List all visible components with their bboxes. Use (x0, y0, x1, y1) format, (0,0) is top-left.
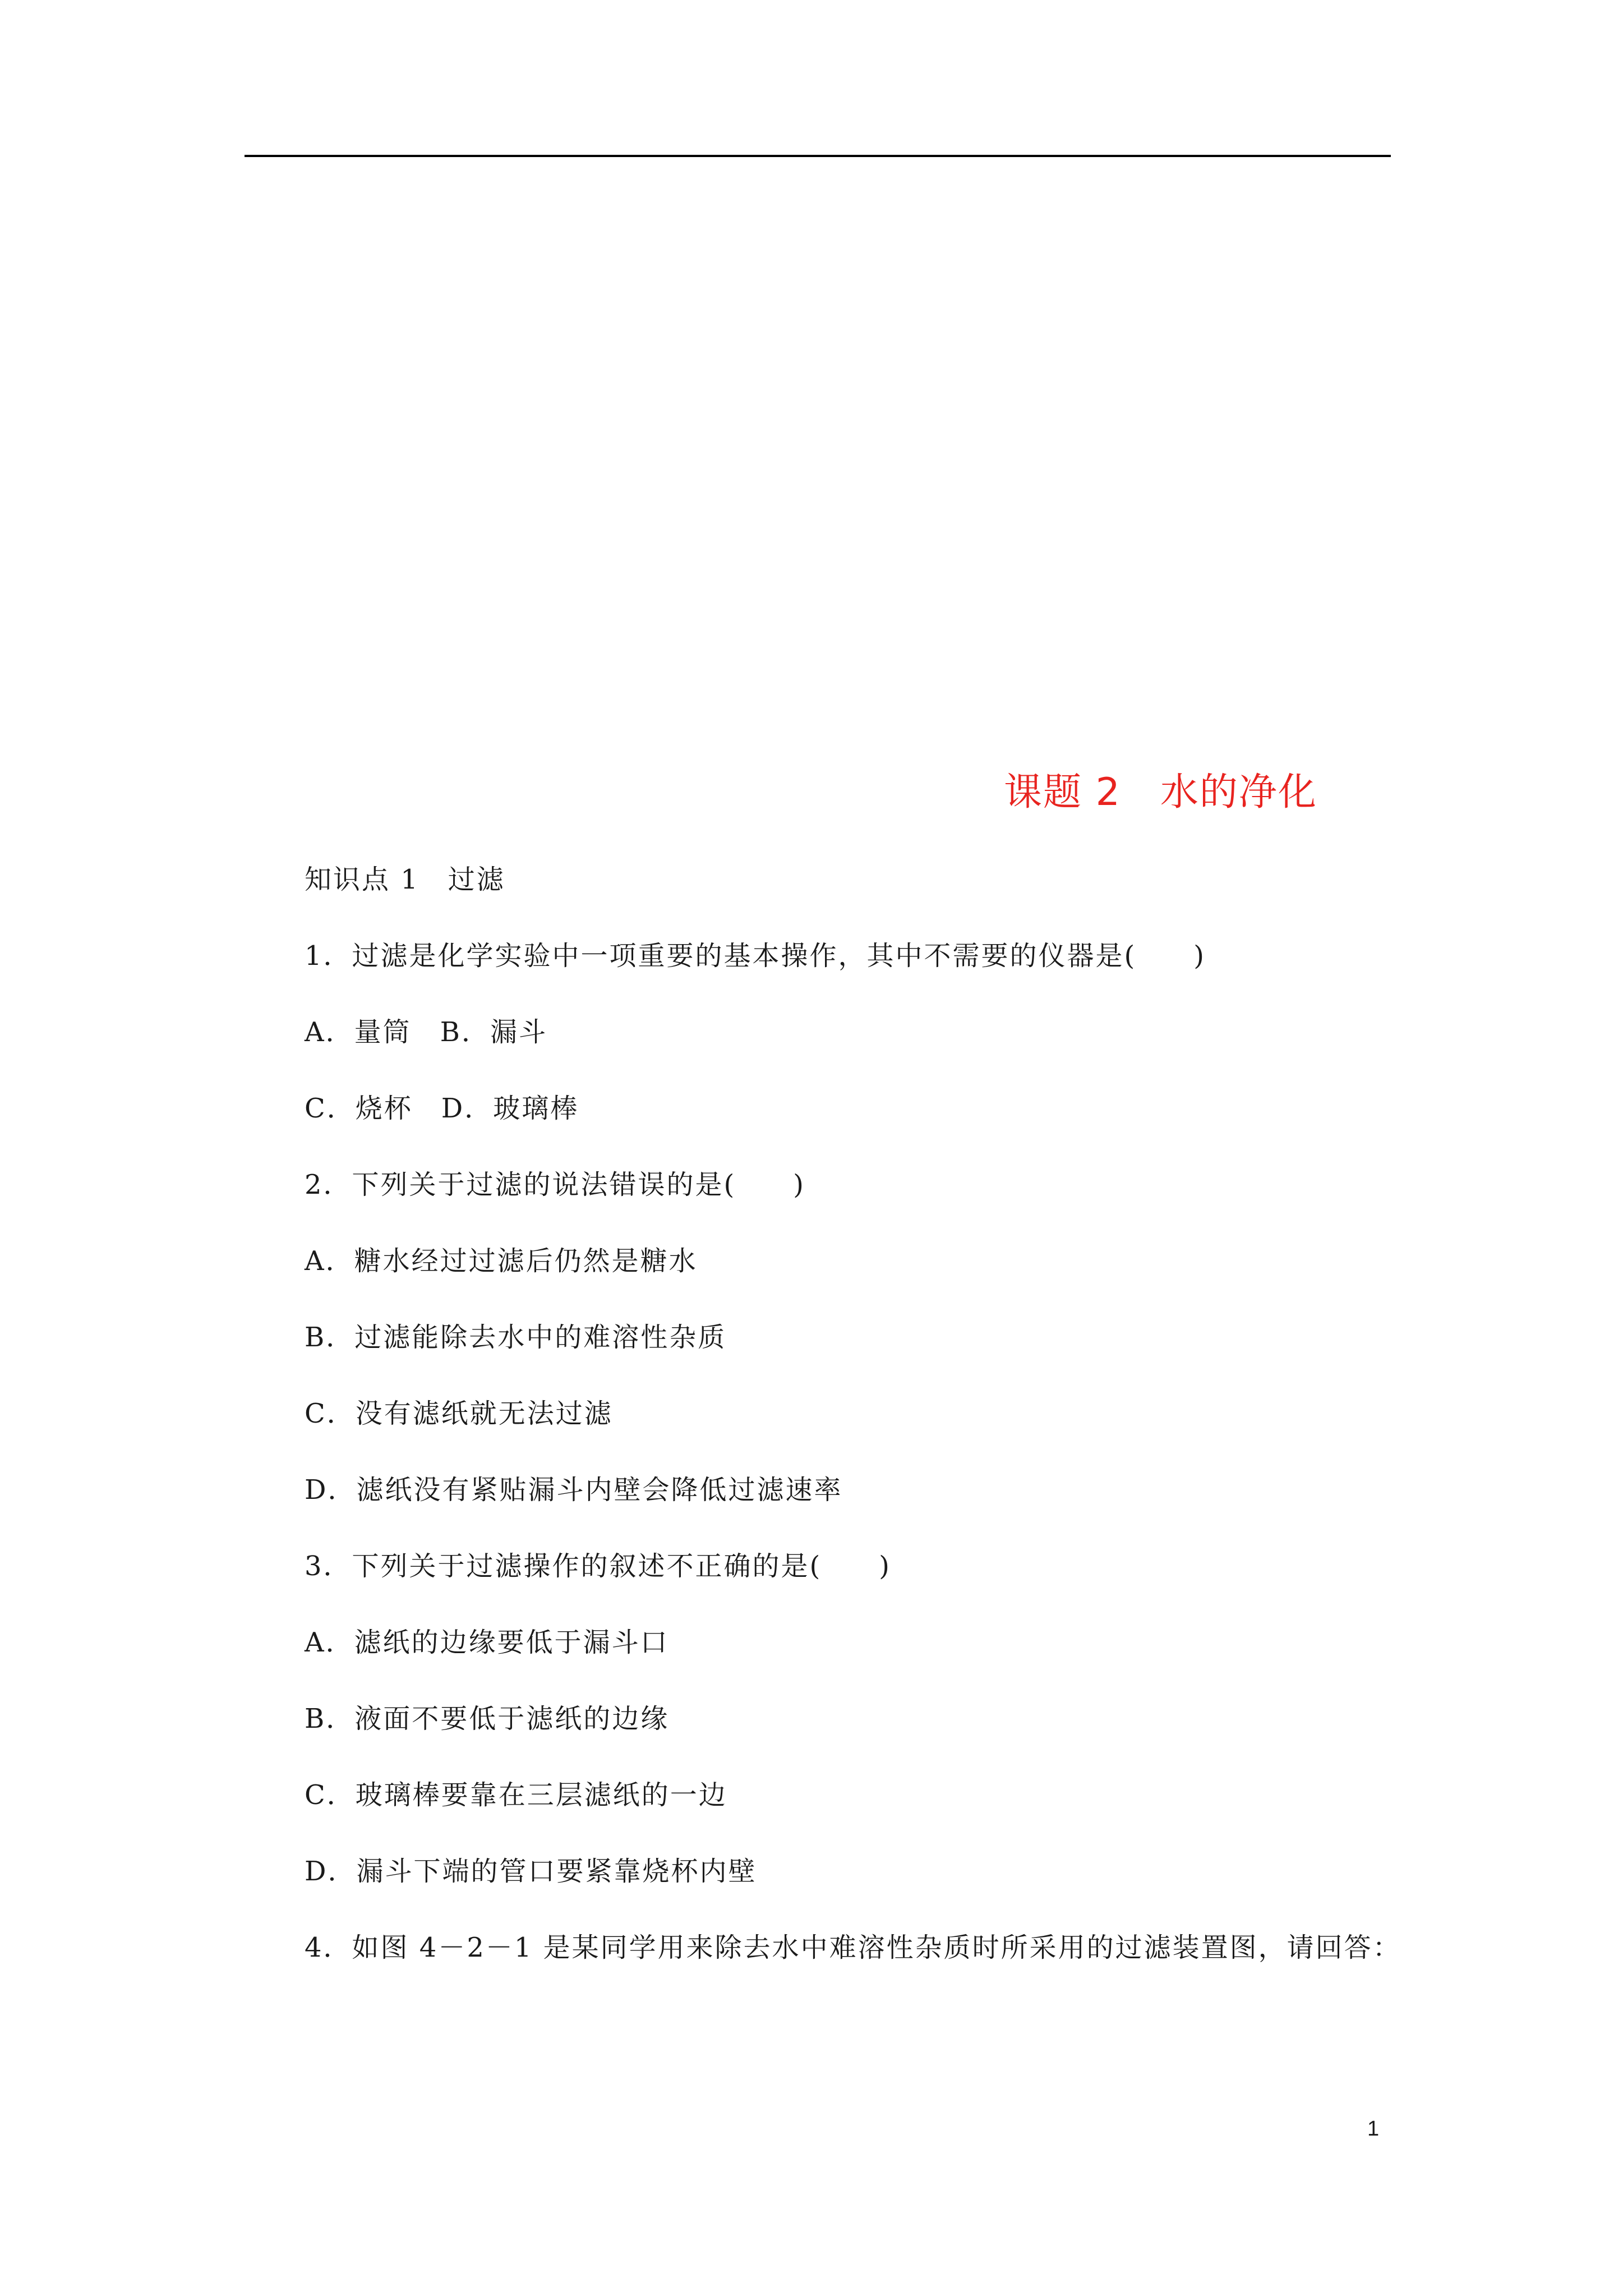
document-title: 课题 2 水的净化 (1004, 770, 1317, 815)
question-3-option-a: A．滤纸的边缘要低于漏斗口 (305, 1627, 669, 1658)
page-number: 1 (1367, 2117, 1380, 2141)
question-1-option-ab: A．量筒 B．漏斗 (305, 1016, 547, 1048)
question-3-option-c: C．玻璃棒要靠在三层滤纸的一边 (305, 1779, 727, 1811)
question-1-option-cd: C．烧杯 D．玻璃棒 (305, 1093, 579, 1124)
question-3-option-b: B．液面不要低于滤纸的边缘 (305, 1703, 670, 1734)
question-3-stem: 3．下列关于过滤操作的叙述不正确的是( ) (305, 1550, 891, 1582)
question-2-option-c: C．没有滤纸就无法过滤 (305, 1398, 613, 1429)
section-heading: 知识点 1 过滤 (305, 864, 505, 895)
question-3-option-d: D．漏斗下端的管口要紧靠烧杯内壁 (305, 1856, 757, 1887)
document-body (305, 861, 1404, 2005)
question-2-option-b: B．过滤能除去水中的难溶性杂质 (305, 1322, 727, 1353)
question-2-option-d: D．滤纸没有紧贴漏斗内壁会降低过滤速率 (305, 1474, 843, 1506)
question-1-stem: 1．过滤是化学实验中一项重要的基本操作，其中不需要的仪器是( ) (305, 940, 1206, 972)
question-4-stem: 4．如图 4－2－1 是某同学用来除去水中难溶性杂质时所采用的过滤装置图，请回答： (305, 1932, 1401, 1963)
question-2-stem: 2．下列关于过滤的说法错误的是( ) (305, 1169, 805, 1200)
header-rule (245, 155, 1391, 157)
question-2-option-a: A．糖水经过过滤后仍然是糖水 (305, 1245, 698, 1277)
